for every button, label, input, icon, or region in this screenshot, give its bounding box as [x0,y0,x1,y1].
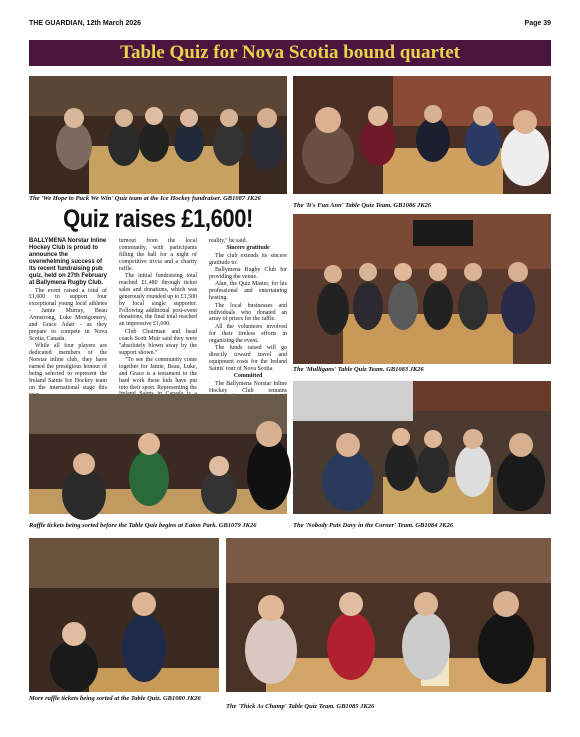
article-paragraph: While all four players are dedicated members of the Norstar inline club, they have earned the prestigious honour of being selected to represent the Ireland Saints Ice Hockey team on the international stage this [29,343,107,391]
article-paragraph: Ballymena Rugby Club for providing the venue. [209,267,287,281]
page-header [29,18,551,30]
article-paragraph: Alan, the Quiz Master, for his professional and entertaining hosting. [209,281,287,302]
article-paragraph: Club Chairman and head coach Scott Muir said they were "absolutely blown away by the support shown." [119,328,197,356]
article-body [29,238,287,394]
photo-quiz-team-nobody-puts-davy [293,381,551,514]
caption-photo5: The 'Nobody Puts Davy in the Corner' Team. GB1084 JK26 [293,522,454,529]
article-paragraph: The local businesses and individuals who donated an array of prizes for the raffle. [209,302,287,323]
caption-photo3: The 'Mulligans' Table Quiz Team. GB1083 JK26 [293,366,424,373]
article-lead: BALLYMENA Norstar Inline Hockey Club is proud to announce the overwhelming success of its recent fundraising pub quiz, held on 27th February at Ballymena Rugby Club. [29,238,108,286]
article-subheading: Committed [233,373,263,380]
article-subheading: Sincere gratitude [226,245,270,252]
article-paragraph: The funds raised will go directly toward travel and equipment costs for the Ireland Saints' tour of Nova Scotia. [209,345,287,372]
page-banner: Table Quiz for Nova Scotia bound quartet [29,40,551,66]
article-paragraph: The club extends its sincere gratitude to: [209,252,287,266]
photo-quiz-team-mulligans [293,214,551,364]
article-paragraph: All the volunteers involved for their tireless efforts in organizing the event. [209,323,287,344]
caption-photo7: The 'Thick As Champ' Table Quiz Team. GB1085 JK26 [226,703,375,710]
article-paragraph: The event raised a total of £1,600 to support four exceptional young local athletes - Jamie Murray, Beau Armstrong, Luke Montgomery, and Grace Adair - as they prepare to compete in Nova Scotia, Canada. [29,287,107,342]
article-paragraph: The Ballymena Norstar Inline Hockey Club remains [209,380,287,394]
article-column-1 [29,238,107,390]
article-column-3 [209,238,287,394]
article-column-2 [119,238,197,390]
photo-raffle-tickets-sorting [29,394,287,514]
article-headline: Quiz raises £1,600! [63,205,253,233]
caption-photo1: The 'We Hope to Puck We Win' Quiz team at the Ice Hockey fundraiser. GB1087 JK26 [29,195,261,202]
photo-quiz-team-puck [29,76,287,194]
article-paragraph: reality," he said. [209,238,248,244]
caption-photo6: More raffle tickets being sorted at the Table Quiz. GB1080 JK26 [29,695,201,702]
photo-quiz-team-fun-ann [293,76,551,194]
page-number: Page 39 [524,20,551,27]
publication-date: THE GUARDIAN, 12th March 2026 [29,20,142,27]
photo-quiz-team-thick-as-champ [226,538,551,692]
caption-photo4: Raffle tickets being sorted before the Table Quiz begins at Eaton Park. GB1079 JK26 [29,522,257,529]
photo-more-raffle-tickets [29,538,219,692]
caption-photo2: The 'It's Fun Ann' Table Quiz Team. GB1086 JK26 [293,202,432,209]
article-paragraph: "To see the community come together for Jamie, Beau, Luke, and Grace is a testament to the hard work these kids have put into their sport. Representing the [119,356,197,391]
article-paragraph: turnout from the local community, with participants filling the hall for a night of competitive trivia and a charity raffle. [119,238,197,272]
article-paragraph: The initial fundraising total reached £1,480 through ticket sales and donations, which was generously rounded up to £1,500 by local single supporter. Following additional post-event donations, the final total reached an impressive £1,600. [119,273,197,328]
